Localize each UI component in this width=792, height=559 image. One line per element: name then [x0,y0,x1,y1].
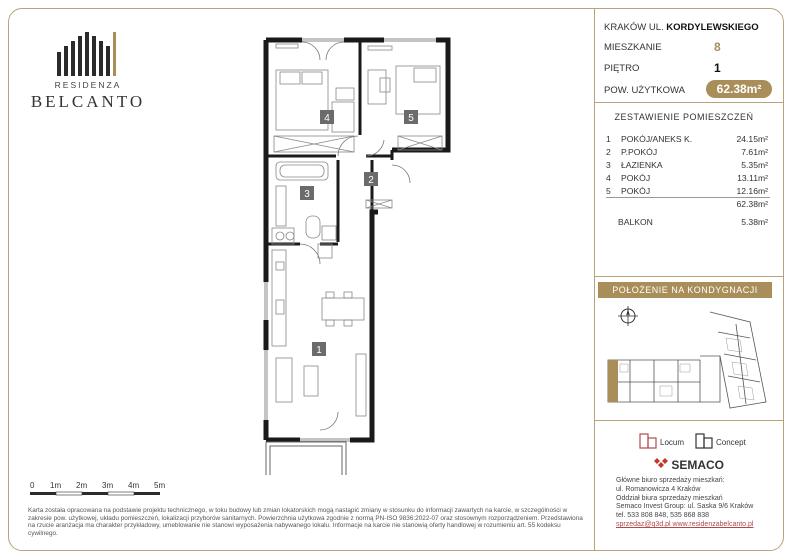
room-area: 12.16m² [736,186,768,196]
section-divider [594,276,784,277]
unit-label: MIESZKANIE [604,42,662,53]
partner-concept: Concept [716,438,746,447]
scale-bar [28,480,178,505]
room-num: 3 [606,160,611,170]
total-area: 62.38m² [736,199,768,209]
scale-tick-2: 2m [76,481,88,490]
balcony-area: 5.38m² [741,217,768,227]
scale-tick-3: 3m [102,481,114,490]
room-row [606,147,768,158]
room-area: 13.11m² [737,173,768,183]
street-name: KORDYLEWSKIEGO [666,22,759,33]
room-area: 24.15m² [736,134,768,144]
contact-links[interactable]: sprzedaz@q3d.pl www.residenzabelcanto.pl [616,520,754,528]
room-label-5: 5 [408,113,414,124]
room-name: POKÓJ/ANEKS K. [621,134,693,144]
room-row [606,186,768,197]
semaco-logo [654,458,724,472]
room-name: POKÓJ [621,186,651,196]
contact-line: ul. Romanowicza 4 Kraków [616,485,701,493]
floor-position-heading: POŁOŻENIE NA KONDYGNACJI [598,282,772,298]
brand-line2: BELCANTO [30,92,146,111]
address-line [604,22,759,33]
scale-tick-0: 0 [30,481,35,490]
rooms-heading: ZESTAWIENIE POMIESZCZEŃ [614,112,754,122]
contact-block [616,477,776,530]
area-badge: 62.38m² [706,80,772,98]
contact-line: Oddział biura sprzedaży mieszkań [616,494,723,502]
room-name: POKÓJ [621,173,651,183]
room-row [606,173,768,184]
address-prefix: KRAKÓW UL. [604,22,664,33]
disclaimer-text: Karta została opracowana na podstawie projektu technicznego, w toku budowy lub zmian lokatorskich mogą nastąpić zmiany w stosunku do informacji zawartych na karcie, w szczególności w zakresie pow. użytkowej, układu pomieszczeń, lokalizacji przyborów sanitarnych. Powierzchnia użytkowa zgodnie z normą PN-ISO 9836:2022-07 oraz stosownym rozporządzeniem. Przedstawiona na rzucie aranżacja ma charakter przykładowy, umeblowanie nie stanowi wyposażenia nabywanego lokalu. Informacje na karcie nie stanowią oferty handlowej w rozumieniu art. 55 kodeksu cywilnego. [28,507,583,537]
room-num: 5 [606,186,611,196]
brand-line1: RESIDENZA [54,80,122,90]
total-divider [606,197,770,198]
partner-logos [638,432,758,452]
q3d-concept-icon [696,434,712,448]
area-label: POW. UŻYTKOWA [604,85,685,96]
contact-line: Główne biuro sprzedaży mieszkań: [616,477,725,484]
room-name: P.POKÓJ [621,147,658,157]
sidebar-divider [594,8,595,551]
unit-value: 8 [714,40,721,54]
room-num: 2 [606,147,611,157]
contact-line: Semaco Invest Group: ul. Saska 9/6 Kraków [616,503,754,511]
scale-tick-1: 1m [50,481,62,490]
partners-divider [594,420,784,421]
room-label-2: 2 [368,175,374,186]
room-num: 1 [606,134,611,144]
room-name: ŁAZIENKA [621,160,663,170]
room-row [606,160,768,171]
q3d-locum-icon [640,434,656,448]
balcony-label: BALKON [618,217,653,227]
semaco-name: SEMACO [671,458,725,472]
scale-tick-4: 4m [128,481,140,490]
floor-value: 1 [714,61,721,75]
room-label-3: 3 [304,189,310,200]
room-labels [300,110,418,356]
room-num: 4 [606,173,611,183]
room-area: 5.35m² [741,160,768,170]
room-row [606,134,768,145]
floor-position-map [600,302,772,414]
room-label-1: 1 [316,345,322,356]
room-area: 7.61m² [741,147,768,157]
contact-line: tel. 533 808 848, 535 868 838 [616,512,710,520]
semaco-diamond-icon [654,458,668,470]
balcony-row [618,217,768,227]
floor-label: PIĘTRO [604,63,640,74]
scale-tick-5: 5m [154,481,166,490]
compass-icon [618,306,638,326]
room-label-4: 4 [324,113,330,124]
partner-locum: Locum [660,438,685,447]
info-divider [594,102,784,103]
